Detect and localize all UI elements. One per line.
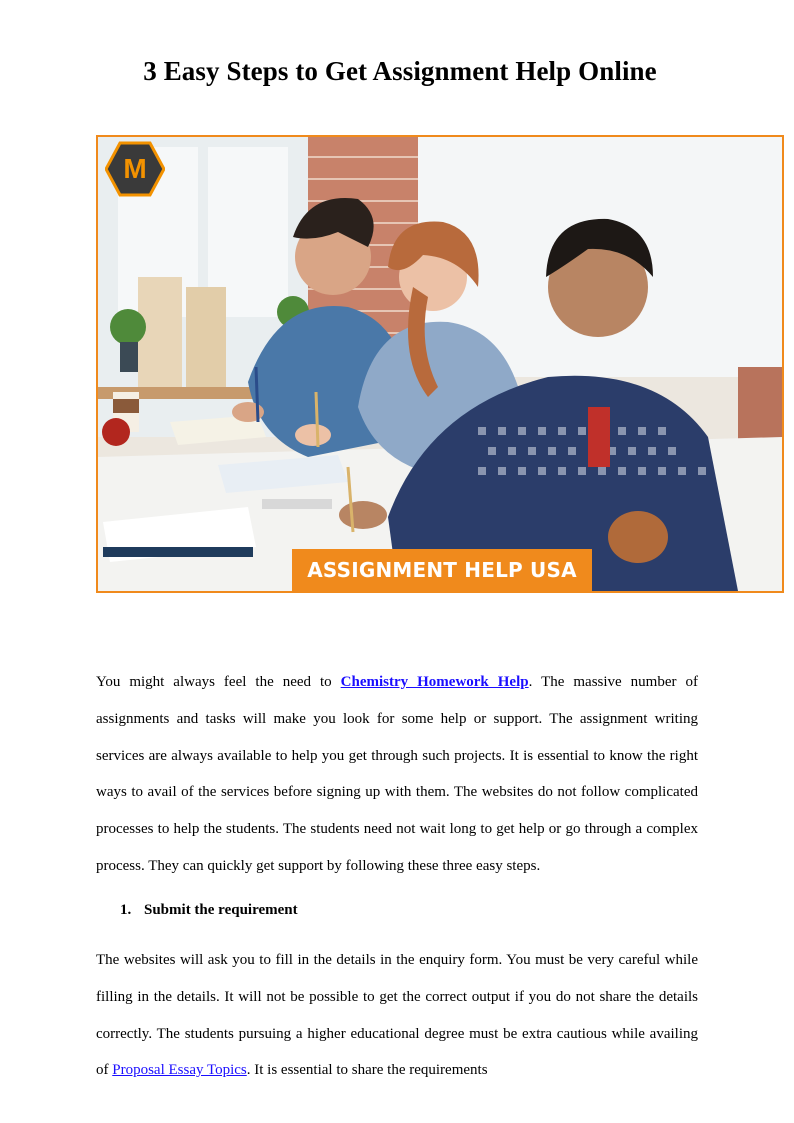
proposal-essay-topics-link[interactable]: Proposal Essay Topics [112, 1062, 247, 1079]
step-title: Submit the requirement [144, 902, 298, 918]
step-heading [120, 902, 298, 919]
page-title: 3 Easy Steps to Get Assignment Help Online [143, 56, 657, 86]
brand-logo [105, 141, 165, 197]
step-number: 1. [120, 902, 132, 918]
step1-paragraph [96, 942, 698, 1089]
intro-paragraph [96, 664, 698, 885]
step1-text-end: . It is essential to share the requirements [246, 1062, 488, 1079]
logo-letter: M [123, 153, 147, 184]
students-studying-photo [98, 137, 782, 591]
banner-label: ASSIGNMENT HELP USA [292, 549, 592, 591]
hero-image [96, 135, 784, 593]
intro-text-start: You might always feel the need to [96, 674, 341, 690]
chemistry-homework-help-link[interactable]: Chemistry Homework Help [340, 674, 529, 690]
step1-text-start: The websites will ask you to fill in the details in the enquiry form. You must be very careful while filling in the details. It will not be possible to get the correct output if you do not share the details correctly. The students pursuing a higher educational degree must be extra cautious while availing of [96, 952, 698, 1079]
intro-text-end: . The massive number of assignments and tasks will make you look for some help or support. The assignment writing services are always available to help you get through such projects. It is essential to know the right ways to avail of the services before signing up with them. The websites do not follow complicated processes to help the students. The students need not wait long to get help or go through a complex process. They can quickly get support by following these three easy steps. [96, 674, 698, 874]
